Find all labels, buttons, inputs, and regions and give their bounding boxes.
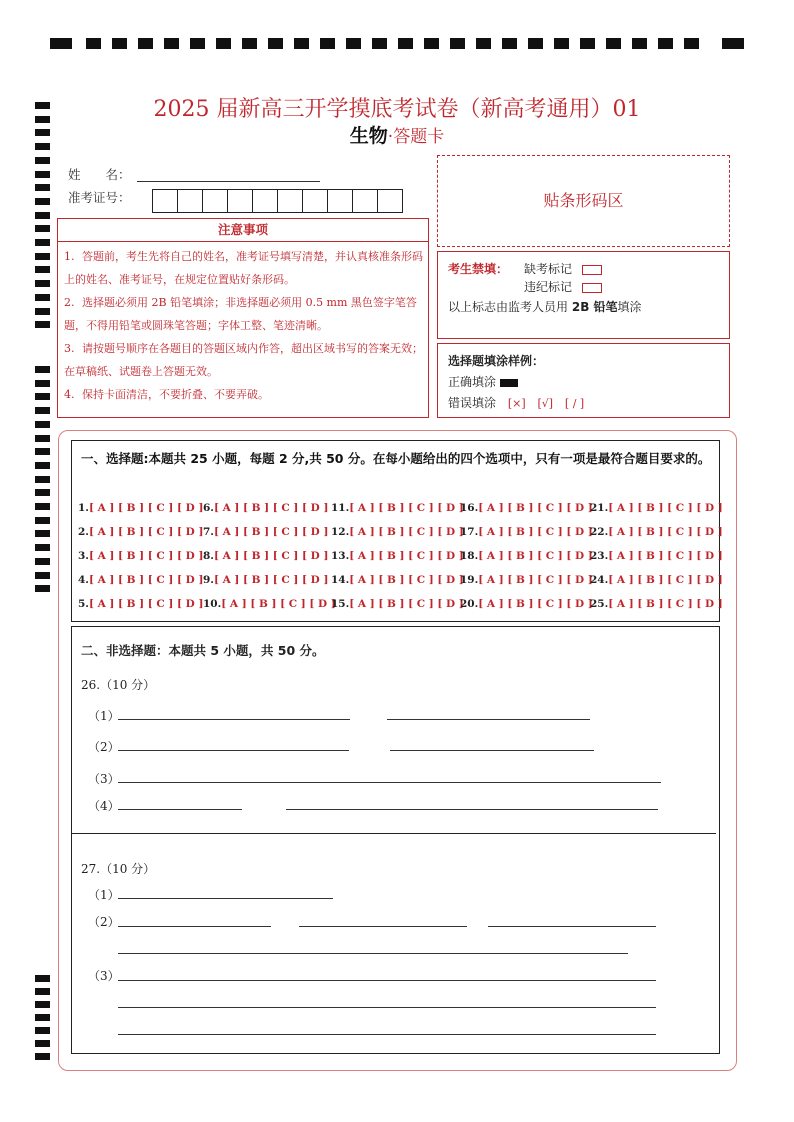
- registration-mark: [35, 1027, 50, 1034]
- registration-mark: [164, 38, 179, 49]
- answer-options: [ A ] [ B ] [ C ] [ D ]: [478, 550, 593, 562]
- q27-part2-line-b[interactable]: [299, 926, 467, 927]
- registration-mark: [35, 1040, 50, 1047]
- answer-options: [ A ] [ B ] [ C ] [ D ]: [608, 598, 723, 610]
- choice-question-6[interactable]: [203, 502, 328, 514]
- exam-id-digit-box[interactable]: [328, 189, 353, 213]
- answer-options: [ A ] [ B ] [ C ] [ D ]: [213, 526, 329, 538]
- choice-question-16[interactable]: [460, 502, 593, 514]
- q26-part4-line-b[interactable]: [286, 809, 658, 810]
- question-number: 19.: [460, 574, 479, 586]
- answer-options: [ A ] [ B ] [ C ] [ D ]: [349, 502, 464, 514]
- q26-part1-line-b[interactable]: [387, 719, 590, 720]
- answer-options: [ A ] [ B ] [ C ] [ D ]: [88, 550, 204, 562]
- q26-part4-line-a[interactable]: [118, 809, 242, 810]
- registration-mark: [722, 38, 744, 49]
- question-number: 6.: [203, 502, 214, 514]
- registration-mark: [606, 38, 621, 49]
- registration-mark: [658, 38, 673, 49]
- question-number: 3.: [78, 550, 89, 562]
- choice-question-17[interactable]: [460, 526, 593, 538]
- question-number: 13.: [331, 550, 350, 562]
- essay-box: [71, 626, 720, 1054]
- choice-question-7[interactable]: [203, 526, 328, 538]
- question-number: 22.: [590, 526, 609, 538]
- registration-mark: [190, 38, 205, 49]
- registration-mark: [216, 38, 231, 49]
- answer-options: [ A ] [ B ] [ C ] [ D ]: [608, 526, 723, 538]
- proctor-marks-box: [437, 251, 730, 339]
- question-number: 5.: [78, 598, 89, 610]
- answer-options: [ A ] [ B ] [ C ] [ D ]: [213, 574, 329, 586]
- registration-mark: [684, 38, 699, 49]
- choice-question-5[interactable]: [78, 598, 203, 610]
- question-number: 11.: [331, 502, 350, 514]
- q27-part2-line-d[interactable]: [118, 953, 628, 954]
- question-number: 20.: [460, 598, 479, 610]
- q27-part3-line-a[interactable]: [118, 980, 656, 981]
- choice-question-12[interactable]: [331, 526, 464, 538]
- choice-question-4[interactable]: [78, 574, 203, 586]
- choice-question-20[interactable]: [460, 598, 593, 610]
- answer-options: [ A ] [ B ] [ C ] [ D ]: [478, 574, 593, 586]
- answer-options: [ A ] [ B ] [ C ] [ D ]: [608, 550, 723, 562]
- registration-mark: [476, 38, 491, 49]
- registration-mark: [35, 212, 50, 219]
- registration-mark: [528, 38, 543, 49]
- answer-options: [ A ] [ B ] [ C ] [ D ]: [608, 574, 723, 586]
- answer-options: [ A ] [ B ] [ C ] [ D ]: [478, 502, 593, 514]
- exam-id-digit-box[interactable]: [278, 189, 303, 213]
- registration-mark: [320, 38, 335, 49]
- q27-part2-label: （2）: [88, 915, 120, 929]
- q27-part2-line-a[interactable]: [118, 926, 271, 927]
- choice-question-11[interactable]: [331, 502, 464, 514]
- registration-mark: [35, 421, 50, 428]
- registration-mark: [35, 975, 50, 982]
- question-number: 10.: [203, 598, 222, 610]
- choice-question-3[interactable]: [78, 550, 203, 562]
- choice-question-10[interactable]: [203, 598, 336, 610]
- subject-name: 生物: [349, 125, 388, 147]
- registration-mark: [35, 517, 50, 524]
- registration-mark: [502, 38, 517, 49]
- answer-options: [ A ] [ B ] [ C ] [ D ]: [88, 574, 204, 586]
- choice-question-18[interactable]: [460, 550, 593, 562]
- q26-part2-line-b[interactable]: [390, 750, 594, 751]
- filled-mark-icon: [500, 379, 518, 387]
- fill-sample-box: [437, 343, 730, 418]
- registration-mark: [580, 38, 595, 49]
- name-field[interactable]: [137, 181, 320, 182]
- registration-mark: [242, 38, 257, 49]
- answer-options: [ A ] [ B ] [ C ] [ D ]: [349, 550, 464, 562]
- registration-mark: [554, 38, 569, 49]
- exam-id-digit-box[interactable]: [378, 189, 403, 213]
- choice-question-2[interactable]: [78, 526, 203, 538]
- choice-question-22[interactable]: [590, 526, 723, 538]
- exam-id-boxes[interactable]: [152, 189, 403, 213]
- exam-id-digit-box[interactable]: [253, 189, 278, 213]
- q26-part4-label: （4）: [88, 799, 120, 813]
- registration-mark: [35, 239, 50, 246]
- barcode-area: [437, 155, 730, 247]
- wrong-mark-slash: [ / ]: [564, 397, 585, 410]
- registration-mark: [35, 544, 50, 551]
- registration-mark: [35, 308, 50, 315]
- registration-mark: [35, 503, 50, 510]
- q27-part1-line[interactable]: [118, 898, 333, 899]
- registration-mark: [112, 38, 127, 49]
- registration-mark: [398, 38, 413, 49]
- registration-mark: [35, 171, 50, 178]
- registration-mark: [86, 38, 101, 49]
- question-number: 9.: [203, 574, 214, 586]
- registration-mark: [35, 198, 50, 205]
- exam-id-label: 准考证号：: [68, 190, 131, 205]
- notice-heading: 注意事项: [58, 219, 428, 242]
- registration-mark: [35, 1014, 50, 1021]
- forbidden-label: 考生禁填：: [448, 262, 509, 276]
- q26-part3-line[interactable]: [118, 782, 661, 783]
- question-number: 2.: [78, 526, 89, 538]
- exam-id-digit-box[interactable]: [353, 189, 378, 213]
- absent-mark[interactable]: 缺考标记: [524, 260, 602, 277]
- wrong-sample: 错误填涂 [×] [√] [ / ]: [448, 396, 585, 410]
- registration-mark: [35, 407, 50, 414]
- left-registration-marks-middle: [35, 366, 51, 601]
- question-number: 14.: [331, 574, 350, 586]
- answer-options: [ A ] [ B ] [ C ] [ D ]: [213, 550, 329, 562]
- registration-mark: [35, 462, 50, 469]
- registration-mark: [35, 225, 50, 232]
- registration-mark: [138, 38, 153, 49]
- answer-options: [ A ] [ B ] [ C ] [ D ]: [349, 598, 464, 610]
- answer-options: [ A ] [ B ] [ C ] [ D ]: [478, 598, 593, 610]
- q27-part3-label: （3）: [88, 969, 120, 983]
- choice-question-23[interactable]: [590, 550, 723, 562]
- answer-options: [ A ] [ B ] [ C ] [ D ]: [349, 574, 464, 586]
- answer-options: [ A ] [ B ] [ C ] [ D ]: [88, 502, 204, 514]
- registration-mark: [35, 435, 50, 442]
- registration-mark: [35, 253, 50, 260]
- notice-item: 3. 请按题号顺序在各题目的答题区域内作答，超出区域书写的答案无效；在草稿纸、试题卷上答题无效。: [64, 342, 423, 378]
- registration-mark: [424, 38, 439, 49]
- exam-title: 2025 届新高三开学摸底考试卷（新高考通用）01: [153, 97, 641, 122]
- notice-box: [57, 218, 429, 418]
- q27-label: 27.（10 分）: [81, 862, 156, 876]
- q27-part3-line-c[interactable]: [118, 1034, 656, 1035]
- question-number: 1.: [78, 502, 89, 514]
- left-registration-marks-lower: [35, 975, 51, 1065]
- choice-question-21[interactable]: [590, 502, 723, 514]
- top-registration-marks: [50, 38, 745, 52]
- violation-checkbox: [582, 283, 602, 293]
- choice-question-14[interactable]: [331, 574, 464, 586]
- answer-options: [ A ] [ B ] [ C ] [ D ]: [88, 526, 204, 538]
- question-number: 21.: [590, 502, 609, 514]
- absent-checkbox: [582, 265, 602, 275]
- question-number: 15.: [331, 598, 350, 610]
- correct-sample: 正确填涂: [448, 373, 518, 390]
- answer-options: [ A ] [ B ] [ C ] [ D ]: [608, 502, 723, 514]
- name-label: 姓 名：: [68, 167, 131, 182]
- question-number: 25.: [590, 598, 609, 610]
- exam-id-digit-box[interactable]: [152, 189, 178, 213]
- question-number: 18.: [460, 550, 479, 562]
- violation-mark[interactable]: 违纪标记: [524, 278, 602, 295]
- registration-mark: [35, 321, 50, 328]
- subject-heading: [0, 121, 794, 148]
- registration-mark: [35, 530, 50, 537]
- notice-item: 1. 答题前，考生先将自己的姓名，准考证号填写清楚，并认真核准条形码上的姓名、准考证号，在规定位置贴好条形码。: [64, 250, 423, 286]
- registration-mark: [35, 572, 50, 579]
- registration-mark: [35, 558, 50, 565]
- sample-heading: 选择题填涂样例：: [448, 354, 545, 368]
- q26-part1-label: （1）: [88, 709, 120, 723]
- choice-question-13[interactable]: [331, 550, 464, 562]
- registration-mark: [346, 38, 361, 49]
- essay-divider: [71, 833, 716, 834]
- choice-question-1[interactable]: [78, 502, 203, 514]
- registration-mark: [450, 38, 465, 49]
- choice-question-9[interactable]: [203, 574, 328, 586]
- choice-question-15[interactable]: [331, 598, 464, 610]
- question-number: 17.: [460, 526, 479, 538]
- q27-part2-line-c[interactable]: [488, 926, 656, 927]
- registration-mark: [294, 38, 309, 49]
- registration-mark: [35, 1001, 50, 1008]
- registration-mark: [35, 448, 50, 455]
- registration-mark: [35, 157, 50, 164]
- q26-label: 26.（10 分）: [81, 678, 156, 692]
- registration-mark: [35, 585, 50, 592]
- registration-mark: [35, 366, 50, 373]
- registration-mark: [35, 294, 50, 301]
- registration-mark: [35, 489, 50, 496]
- question-number: 24.: [590, 574, 609, 586]
- question-number: 8.: [203, 550, 214, 562]
- q26-part2-line-a[interactable]: [118, 750, 349, 751]
- q26-part3-label: （3）: [88, 772, 120, 786]
- choice-question-8[interactable]: [203, 550, 328, 562]
- proctor-note: 以上标志由监考人员用 2B 铅笔填涂: [448, 300, 642, 314]
- registration-mark: [35, 1053, 50, 1060]
- registration-mark: [35, 380, 50, 387]
- choice-question-24[interactable]: [590, 574, 723, 586]
- question-number: 12.: [331, 526, 350, 538]
- essay-heading: 二、非选择题：本题共 5 小题，共 50 分。: [81, 643, 325, 658]
- notice-item: 2. 选择题必须用 2B 铅笔填涂；非选择题必须用 0.5 mm 黑色签字笔答题，不得用铅笔或圆珠笔答题；字体工整、笔迹清晰。: [64, 296, 417, 332]
- registration-mark: [35, 266, 50, 273]
- answer-options: [ A ] [ B ] [ C ] [ D ]: [88, 598, 204, 610]
- registration-mark: [268, 38, 283, 49]
- question-number: 7.: [203, 526, 214, 538]
- choice-question-25[interactable]: [590, 598, 723, 610]
- answer-options: [ A ] [ B ] [ C ] [ D ]: [349, 526, 464, 538]
- question-number: 4.: [78, 574, 89, 586]
- q26-part2-label: （2）: [88, 740, 120, 754]
- choice-question-19[interactable]: [460, 574, 593, 586]
- registration-mark: [35, 184, 50, 191]
- answer-options: [ A ] [ B ] [ C ] [ D ]: [221, 598, 336, 610]
- answer-options: [ A ] [ B ] [ C ] [ D ]: [213, 502, 329, 514]
- exam-id-digit-box[interactable]: [178, 189, 203, 213]
- question-number: 23.: [590, 550, 609, 562]
- q27-part1-label: （1）: [88, 888, 120, 902]
- registration-mark: [35, 988, 50, 995]
- registration-mark: [632, 38, 647, 49]
- registration-mark: [50, 38, 72, 49]
- answer-options: [ A ] [ B ] [ C ] [ D ]: [478, 526, 593, 538]
- q27-part3-line-b[interactable]: [118, 1007, 656, 1008]
- question-number: 16.: [460, 502, 479, 514]
- barcode-label: 贴条形码区: [543, 191, 624, 210]
- exam-id-digit-box[interactable]: [303, 189, 328, 213]
- registration-mark: [35, 393, 50, 400]
- registration-mark: [372, 38, 387, 49]
- registration-mark: [35, 476, 50, 483]
- answer-card-label: ·答题卡: [387, 127, 445, 147]
- registration-mark: [35, 280, 50, 287]
- q26-part1-line-a[interactable]: [118, 719, 350, 720]
- wrong-mark-check: [√]: [537, 397, 554, 410]
- wrong-mark-cross: [×]: [507, 397, 526, 410]
- notice-item: 4. 保持卡面清洁，不要折叠、不要弄破。: [64, 388, 269, 401]
- exam-id-digit-box[interactable]: [203, 189, 228, 213]
- multiple-choice-intro: 一、选择题:本题共 25 小题，每题 2 分,共 50 分。在每小题给出的四个选项中，只有一项是最符合题目要求的。: [81, 451, 711, 466]
- exam-id-digit-box[interactable]: [228, 189, 253, 213]
